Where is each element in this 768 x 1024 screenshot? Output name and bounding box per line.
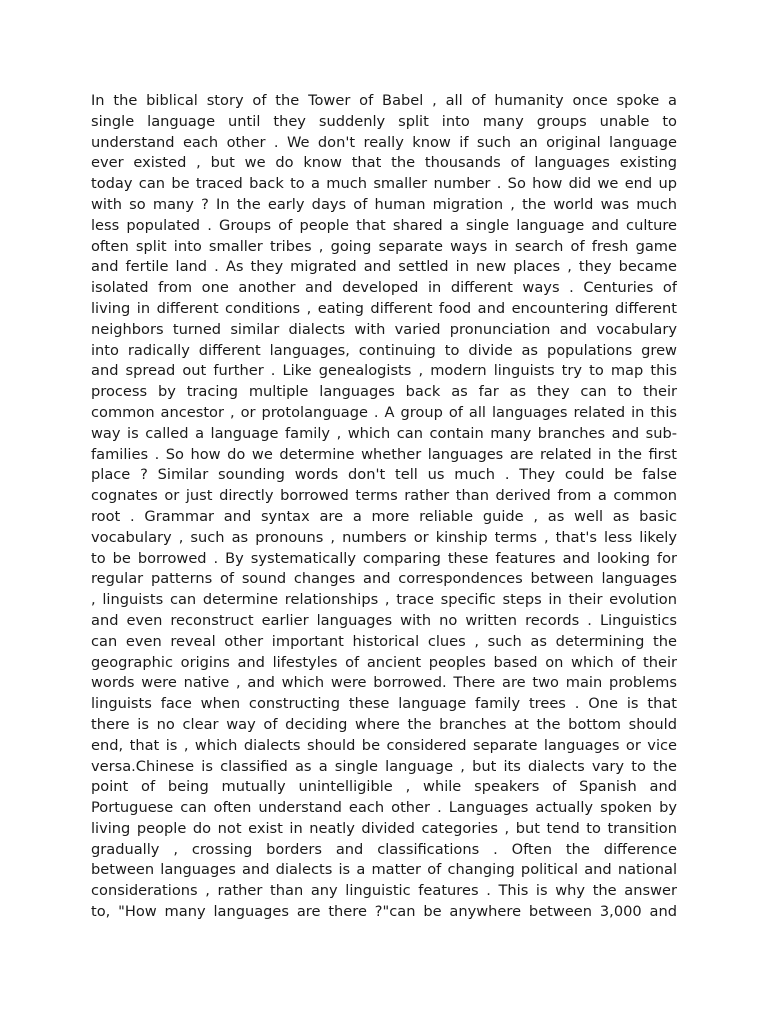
- text-line: ever existed , but we do know that the thousands of languages existing: [91, 154, 677, 172]
- text-line: families . So how do we determine whether languages are related in the first: [91, 445, 677, 463]
- text-line: words were native , and which were borrowed. There are two main problems: [91, 674, 677, 692]
- text-line: less populated . Groups of people that shared a single language and culture: [91, 216, 677, 234]
- text-line: , linguists can determine relationships , trace specific steps in their evolution: [91, 591, 677, 609]
- text-line: often split into smaller tribes , going separate ways in search of fresh game: [91, 237, 677, 255]
- text-line: root . Grammar and syntax are a more reliable guide , as well as basic: [91, 507, 677, 525]
- text-line: vocabulary , such as pronouns , numbers or kinship terms , that's less likely: [91, 528, 677, 546]
- text-line: can even reveal other important historical clues , such as determining the: [91, 632, 677, 650]
- text-line: today can be traced back to a much smaller number . So how did we end up: [91, 175, 677, 193]
- text-line: way is called a language family , which can contain many branches and sub-: [91, 424, 677, 442]
- text-line: In the biblical story of the Tower of Babel , all of humanity once spoke a: [91, 92, 677, 109]
- text-line: living people do not exist in neatly divided categories , but tend to transition: [91, 819, 677, 837]
- text-line: considerations , rather than any linguistic features . This is why the answer: [91, 882, 677, 900]
- text-line: common ancestor , or protolanguage . A group of all languages related in this: [91, 403, 677, 421]
- body-paragraph: [91, 91, 677, 923]
- text-line: neighbors turned similar dialects with varied pronunciation and vocabulary: [91, 320, 677, 338]
- text-line: isolated from one another and developed in different ways . Centuries of: [91, 279, 677, 297]
- text-line: process by tracing multiple languages back as far as they can to their: [91, 383, 677, 401]
- text-line: single language until they suddenly split into many groups unable to: [91, 112, 677, 130]
- text-line: gradually , crossing borders and classifications . Often the difference: [91, 840, 677, 858]
- text-line: and spread out further . Like genealogists , modern linguists try to map this: [91, 362, 677, 380]
- text-line: understand each other . We don't really know if such an original language: [91, 133, 677, 151]
- text-line: linguists face when constructing these language family trees . One is that: [91, 695, 677, 713]
- text-line: and even reconstruct earlier languages with no written records . Linguistics: [91, 611, 677, 629]
- text-line: geographic origins and lifestyles of ancient peoples based on which of their: [91, 653, 677, 671]
- text-line: versa.Chinese is classified as a single language , but its dialects vary to the: [91, 757, 677, 775]
- text-line: cognates or just directly borrowed terms rather than derived from a common: [91, 487, 677, 505]
- text-line: there is no clear way of deciding where the branches at the bottom should: [91, 715, 677, 733]
- text-line: end, that is , which dialects should be considered separate languages or vice: [91, 736, 677, 754]
- text-line: living in different conditions , eating different food and encountering different: [91, 299, 677, 317]
- text-line: regular patterns of sound changes and correspondences between languages: [91, 570, 677, 588]
- text-line: between languages and dialects is a matter of changing political and national: [91, 861, 677, 879]
- text-line: with so many ? In the early days of human migration , the world was much: [91, 195, 677, 213]
- text-line: Portuguese can often understand each other . Languages actually spoken by: [91, 799, 677, 817]
- text-line: and fertile land . As they migrated and settled in new places , they became: [91, 258, 677, 276]
- text-line: to be borrowed . By systematically comparing these features and looking for: [91, 549, 677, 567]
- text-line: place ? Similar sounding words don't tell us much . They could be false: [91, 466, 677, 484]
- text-line: point of being mutually unintelligible , while speakers of Spanish and: [91, 778, 677, 796]
- text-line: into radically different languages, continuing to divide as populations grew: [91, 341, 677, 359]
- text-line: to, "How many languages are there ?"can be anywhere between 3,000 and: [91, 903, 677, 921]
